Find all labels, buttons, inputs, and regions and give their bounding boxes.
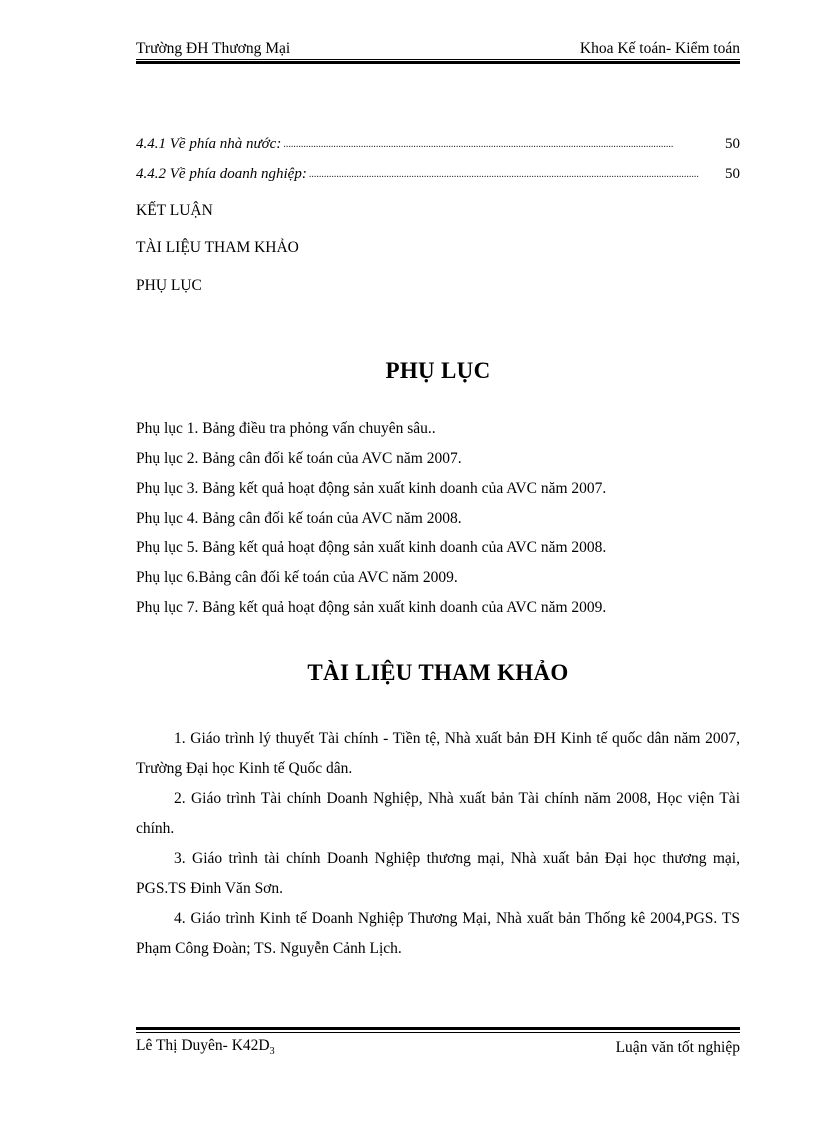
appendix-item: Phụ lục 2. Bảng cân đối kế toán của AVC năm 2007.	[136, 450, 462, 467]
header-rule-thin	[136, 59, 740, 60]
appendix-item: Phụ lục 1. Bảng điều tra phỏng vấn chuyên sâu..	[136, 420, 436, 437]
toc-entry-title: 4.4.2 Về phía doanh nghiệp:	[136, 166, 307, 182]
appendix-item: Phụ lục 7. Bảng kết quả hoạt động sản xuất kinh doanh của AVC năm 2009.	[136, 599, 607, 616]
page-header	[136, 36, 740, 58]
appendix-title: PHỤ LỤC	[385, 358, 491, 383]
reference-item: 3. Giáo trình tài chính Doanh Nghiệp thương mại, Nhà xuất bản Đại học thương mại, PGS.TS Đinh Văn Sơn.	[136, 850, 740, 897]
page-footer	[136, 1033, 740, 1057]
header-school: Trường ĐH Thương Mại	[136, 40, 291, 57]
reference-item: 4. Giáo trình Kinh tế Doanh Nghiệp Thương Mại, Nhà xuất bản Thống kê 2004,PGS. TS Phạm Công Đoàn; TS. Nguyễn Cảnh Lịch.	[136, 910, 740, 957]
reference-item: 2. Giáo trình Tài chính Doanh Nghiệp, Nhà xuất bản Tài chính năm 2008, Học viện Tài chính.	[136, 790, 740, 837]
footer-author-subscript: 3	[269, 1046, 275, 1057]
toc-entry[interactable]	[136, 163, 740, 183]
reference-item: 1. Giáo trình lý thuyết Tài chính - Tiền tệ, Nhà xuất bản ĐH Kinh tế quốc dân năm 2007, Trường Đại học Kinh tế Quốc dân.	[136, 730, 740, 777]
toc-page-number: 50	[725, 166, 740, 182]
header-rule-thick	[136, 61, 740, 64]
toc-entry-conclusion[interactable]: KẾT LUẬN	[136, 202, 213, 219]
footer-thesis-label: Luận văn tốt nghiệp	[615, 1039, 740, 1056]
appendix-item: Phụ lục 5. Bảng kết quả hoạt động sản xuất kinh doanh của AVC năm 2008.	[136, 539, 607, 556]
toc-entry-title: 4.4.1 Về phía nhà nước:	[136, 136, 282, 152]
footer-author	[136, 1037, 275, 1057]
toc-leader-dots: ............................................................................................................................................................	[308, 169, 699, 180]
toc-entry-appendix[interactable]: PHỤ LỤC	[136, 277, 202, 294]
toc-entry[interactable]	[136, 133, 740, 153]
header-faculty: Khoa Kế toán- Kiểm toán	[579, 40, 740, 57]
footer-rule-thick	[136, 1027, 740, 1030]
toc-entry-references[interactable]: TÀI LIỆU THAM KHẢO	[136, 239, 299, 256]
appendix-item: Phụ lục 4. Bảng cân đối kế toán của AVC năm 2008.	[136, 510, 462, 527]
toc-leader-dots: ............................................................................................................................................................	[283, 139, 674, 150]
toc-page-number: 50	[725, 136, 740, 152]
references-title: TÀI LIỆU THAM KHẢO	[307, 660, 569, 685]
footer-author-name: Lê Thị Duyên- K42D	[136, 1036, 270, 1054]
appendix-item: Phụ lục 6.Bảng cân đối kế toán của AVC năm 2009.	[136, 569, 458, 586]
appendix-item: Phụ lục 3. Bảng kết quả hoạt động sản xuất kinh doanh của AVC năm 2007.	[136, 480, 607, 497]
